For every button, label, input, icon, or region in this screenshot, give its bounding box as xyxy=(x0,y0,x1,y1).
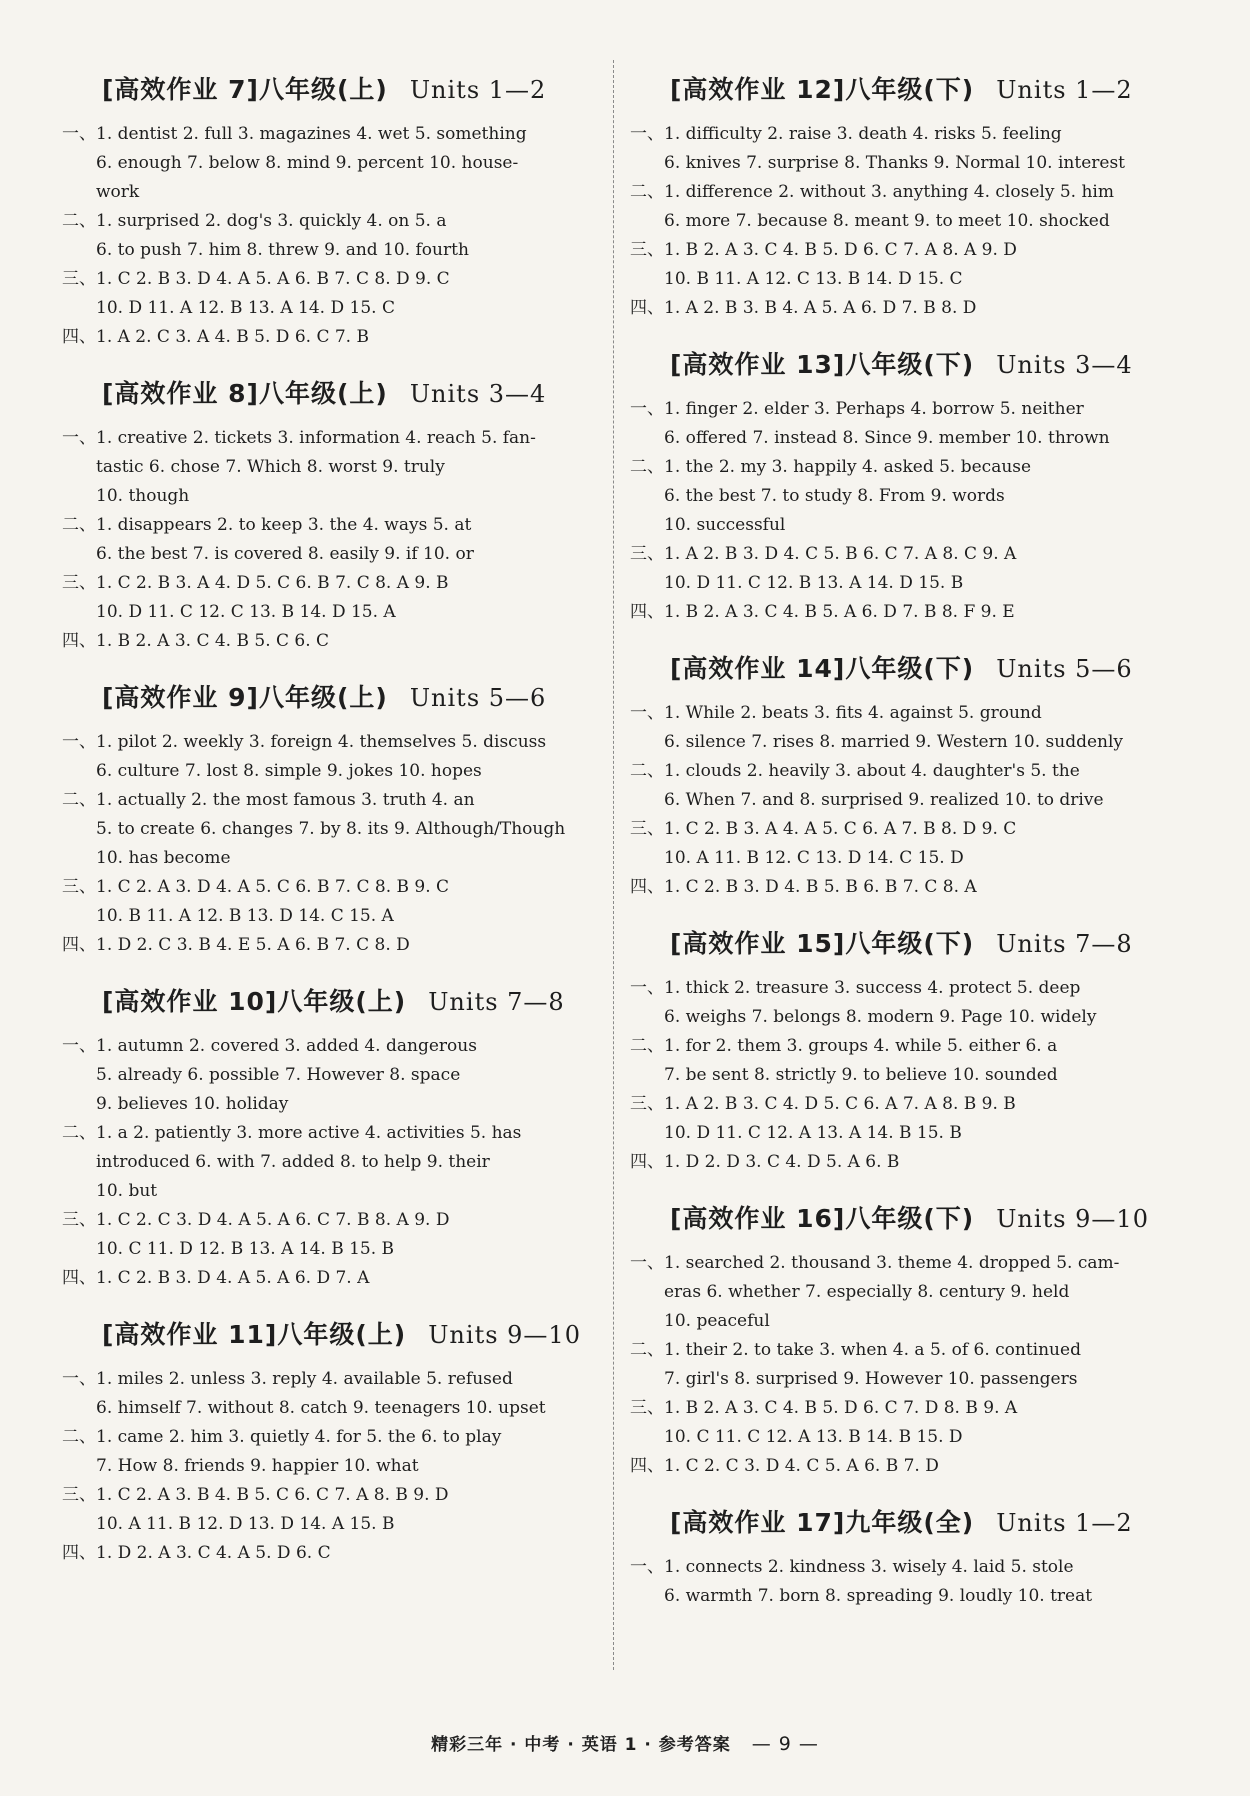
answer-text: 1. B 2. A 3. C 4. B 5. A 6. D 7. B 8. F 9. E xyxy=(664,602,1015,622)
answer-text: 1. B 2. A 3. C 4. B 5. D 6. C 7. A 8. A 9. D xyxy=(664,240,1017,260)
answer-line xyxy=(62,815,602,844)
answer-text: 1. searched 2. thousand 3. theme 4. dropped 5. cam- xyxy=(664,1253,1120,1273)
answer-text: 6. himself 7. without 8. catch 9. teenagers 10. upset xyxy=(96,1398,546,1418)
answer-line xyxy=(62,1148,602,1177)
page-footer xyxy=(0,1730,1250,1755)
part-label: 四、 xyxy=(62,327,96,347)
answer-text: 1. actually 2. the most famous 3. truth 4. an xyxy=(96,790,475,810)
answer-line xyxy=(630,757,1170,786)
answer-text: 1. C 2. B 3. D 4. A 5. A 6. D 7. A xyxy=(96,1268,370,1288)
part-label: 三、 xyxy=(62,573,96,593)
answer-line xyxy=(630,569,1170,598)
part-label: 二、 xyxy=(62,515,96,535)
answer-text: 6. more 7. because 8. meant 9. to meet 10. shocked xyxy=(664,211,1110,231)
answer-line xyxy=(62,1090,602,1119)
answer-line xyxy=(630,844,1170,873)
answer-line xyxy=(630,728,1170,757)
answer-line xyxy=(62,207,602,236)
answer-text: 10. successful xyxy=(664,515,786,535)
part-label: 二、 xyxy=(62,211,96,231)
part-label: 一、 xyxy=(630,399,664,419)
part-label: 三、 xyxy=(630,1398,664,1418)
section-units: Units 3—4 xyxy=(996,351,1133,379)
section-units: Units 5—6 xyxy=(996,655,1133,683)
answer-text: introduced 6. with 7. added 8. to help 9. their xyxy=(96,1152,490,1172)
answer-line xyxy=(630,149,1170,178)
answer-text: 1. C 2. C 3. D 4. C 5. A 6. B 7. D xyxy=(664,1456,939,1476)
answer-text: 1. dentist 2. full 3. magazines 4. wet 5. something xyxy=(96,124,527,144)
answer-text: 6. silence 7. rises 8. married 9. Western 10. suddenly xyxy=(664,732,1124,752)
answer-line xyxy=(62,786,602,815)
section-title-text: [高效作业 16]八年级(下) xyxy=(670,1204,975,1233)
answer-text: 10. A 11. B 12. D 13. D 14. A 15. B xyxy=(96,1514,395,1534)
part-label: 三、 xyxy=(62,1210,96,1230)
answer-line xyxy=(630,1119,1170,1148)
answer-line xyxy=(630,1003,1170,1032)
section-units: Units 1—2 xyxy=(409,76,547,104)
part-label: 三、 xyxy=(630,1094,664,1114)
right-column xyxy=(630,70,1170,1633)
answer-line xyxy=(630,1582,1170,1611)
answer-line xyxy=(630,1307,1170,1336)
answer-line xyxy=(62,265,602,294)
answer-line xyxy=(62,844,602,873)
answer-line xyxy=(62,1235,602,1264)
answer-line xyxy=(630,540,1170,569)
answer-text: 10. A 11. B 12. C 13. D 14. C 15. D xyxy=(664,848,964,868)
part-label: 二、 xyxy=(62,1427,96,1447)
answer-text: 1. D 2. D 3. C 4. D 5. A 6. B xyxy=(664,1152,900,1172)
answer-text: 7. How 8. friends 9. happier 10. what xyxy=(96,1456,419,1476)
answer-text: 1. C 2. B 3. A 4. A 5. C 6. A 7. B 8. D 9. C xyxy=(664,819,1017,839)
part-label: 四、 xyxy=(62,1268,96,1288)
answer-line xyxy=(630,236,1170,265)
part-label: 三、 xyxy=(630,819,664,839)
answer-line xyxy=(630,598,1170,627)
answer-line xyxy=(62,236,602,265)
answer-text: 5. to create 6. changes 7. by 8. its 9. Although/Though xyxy=(96,819,566,839)
answer-line xyxy=(630,1061,1170,1090)
answer-text: 1. C 2. A 3. B 4. B 5. C 6. C 7. A 8. B 9. D xyxy=(96,1485,449,1505)
answer-line xyxy=(630,453,1170,482)
answer-section xyxy=(630,1503,1170,1611)
part-label: 二、 xyxy=(630,1036,664,1056)
answer-line xyxy=(630,815,1170,844)
answer-text: 1. B 2. A 3. C 4. B 5. D 6. C 7. D 8. B 9. A xyxy=(664,1398,1018,1418)
answer-line xyxy=(630,207,1170,236)
answer-line xyxy=(62,1032,602,1061)
section-title-text: [高效作业 14]八年级(下) xyxy=(670,654,975,683)
part-label: 四、 xyxy=(62,631,96,651)
answer-line xyxy=(62,540,602,569)
answer-line xyxy=(62,627,602,656)
answer-text: 1. a 2. patiently 3. more active 4. activities 5. has xyxy=(96,1123,522,1143)
answer-text: 1. While 2. beats 3. fits 4. against 5. ground xyxy=(664,703,1042,723)
answer-text: 1. C 2. B 3. D 4. A 5. A 6. B 7. C 8. D 9. C xyxy=(96,269,450,289)
answer-line xyxy=(62,1119,602,1148)
answer-text: 9. believes 10. holiday xyxy=(96,1094,289,1114)
answer-text: 1. C 2. C 3. D 4. A 5. A 6. C 7. B 8. A 9. D xyxy=(96,1210,450,1230)
answer-text: 1. D 2. A 3. C 4. A 5. D 6. C xyxy=(96,1543,331,1563)
answer-line xyxy=(630,1394,1170,1423)
part-label: 二、 xyxy=(62,790,96,810)
answer-text: 1. A 2. C 3. A 4. B 5. D 6. C 7. B xyxy=(96,327,369,347)
section-title-text: [高效作业 17]九年级(全) xyxy=(670,1508,975,1537)
answer-line xyxy=(62,178,602,207)
answer-text: 6. warmth 7. born 8. spreading 9. loudly 10. treat xyxy=(664,1586,1093,1606)
section-units: Units 9—10 xyxy=(428,1321,581,1349)
section-units: Units 5—6 xyxy=(409,684,547,712)
answer-line xyxy=(62,424,602,453)
answer-text: 6. When 7. and 8. surprised 9. realized 10. to drive xyxy=(664,790,1104,810)
part-label: 一、 xyxy=(630,978,664,998)
part-label: 三、 xyxy=(62,269,96,289)
part-label: 四、 xyxy=(630,1152,664,1172)
answer-section xyxy=(630,924,1170,1177)
answer-text: 10. but xyxy=(96,1181,158,1201)
answer-line xyxy=(62,294,602,323)
answer-section xyxy=(62,678,602,960)
answer-section xyxy=(62,374,602,656)
answer-text: 1. difference 2. without 3. anything 4. closely 5. him xyxy=(664,182,1114,202)
answer-line xyxy=(62,1061,602,1090)
answer-text: 10. D 11. C 12. B 13. A 14. D 15. B xyxy=(664,573,964,593)
answer-text: 6. culture 7. lost 8. simple 9. jokes 10. hopes xyxy=(96,761,482,781)
answer-text: 1. C 2. A 3. D 4. A 5. C 6. B 7. C 8. B 9. C xyxy=(96,877,450,897)
answer-text: 1. C 2. B 3. A 4. D 5. C 6. B 7. C 8. A 9. B xyxy=(96,573,449,593)
section-units: Units 3—4 xyxy=(409,380,547,408)
part-label: 一、 xyxy=(62,1036,96,1056)
answer-line xyxy=(62,931,602,960)
answer-text: 10. D 11. A 12. B 13. A 14. D 15. C xyxy=(96,298,395,318)
answer-text: 10. C 11. D 12. B 13. A 14. B 15. B xyxy=(96,1239,395,1259)
answer-text: 6. offered 7. instead 8. Since 9. member 10. thrown xyxy=(664,428,1110,448)
part-label: 四、 xyxy=(62,935,96,955)
answer-text: 10. peaceful xyxy=(664,1311,770,1331)
answer-text: 1. their 2. to take 3. when 4. a 5. of 6. continued xyxy=(664,1340,1081,1360)
answer-line xyxy=(62,728,602,757)
section-units: Units 1—2 xyxy=(996,1509,1133,1537)
footer-text: 精彩三年 · 中考 · 英语 1 · 参考答案 xyxy=(431,1735,731,1755)
answer-text: 7. girl's 8. surprised 9. However 10. passengers xyxy=(664,1369,1078,1389)
section-title xyxy=(62,1315,602,1351)
answer-text: 10. B 11. A 12. C 13. B 14. D 15. C xyxy=(664,269,963,289)
answer-text: 10. D 11. C 12. A 13. A 14. B 15. B xyxy=(664,1123,962,1143)
answer-line xyxy=(630,1090,1170,1119)
answer-text: 1. clouds 2. heavily 3. about 4. daughter's 5. the xyxy=(664,761,1080,781)
section-title xyxy=(62,374,602,410)
answer-text: 1. D 2. C 3. B 4. E 5. A 6. B 7. C 8. D xyxy=(96,935,410,955)
part-label: 二、 xyxy=(630,761,664,781)
answer-line xyxy=(62,1452,602,1481)
answer-text: 1. the 2. my 3. happily 4. asked 5. because xyxy=(664,457,1032,477)
answer-line xyxy=(62,149,602,178)
part-label: 四、 xyxy=(630,877,664,897)
answer-text: 10. B 11. A 12. B 13. D 14. C 15. A xyxy=(96,906,394,926)
part-label: 一、 xyxy=(62,428,96,448)
section-title xyxy=(630,924,1170,960)
left-column xyxy=(62,70,602,1590)
column-divider xyxy=(613,60,614,1670)
answer-line xyxy=(62,323,602,352)
section-title-text: [高效作业 7]八年级(上) xyxy=(102,75,388,104)
answer-text: 1. thick 2. treasure 3. success 4. protect 5. deep xyxy=(664,978,1081,998)
part-label: 二、 xyxy=(630,457,664,477)
part-label: 四、 xyxy=(630,602,664,622)
answer-text: 6. weighs 7. belongs 8. modern 9. Page 10. widely xyxy=(664,1007,1097,1027)
section-title-text: [高效作业 12]八年级(下) xyxy=(670,75,975,104)
section-title xyxy=(630,1199,1170,1235)
answer-line xyxy=(62,873,602,902)
answer-section xyxy=(62,1315,602,1568)
answer-text: 1. creative 2. tickets 3. information 4. reach 5. fan- xyxy=(96,428,536,448)
answer-text: 1. difficulty 2. raise 3. death 4. risks 5. feeling xyxy=(664,124,1062,144)
answer-line xyxy=(630,265,1170,294)
answer-text: 6. knives 7. surprise 8. Thanks 9. Normal 10. interest xyxy=(664,153,1126,173)
part-label: 四、 xyxy=(62,1543,96,1563)
answer-line xyxy=(630,873,1170,902)
answer-line xyxy=(630,120,1170,149)
answer-text: eras 6. whether 7. especially 8. century 9. held xyxy=(664,1282,1070,1302)
section-title xyxy=(630,345,1170,381)
part-label: 一、 xyxy=(630,703,664,723)
answer-text: 6. to push 7. him 8. threw 9. and 10. fourth xyxy=(96,240,469,260)
answer-text: 6. the best 7. to study 8. From 9. words xyxy=(664,486,1005,506)
part-label: 四、 xyxy=(630,298,664,318)
answer-line xyxy=(62,569,602,598)
answer-section xyxy=(630,70,1170,323)
answer-line xyxy=(630,1278,1170,1307)
answer-text: 1. A 2. B 3. D 4. C 5. B 6. C 7. A 8. C 9. A xyxy=(664,544,1017,564)
answer-section xyxy=(630,345,1170,627)
answer-line xyxy=(630,1032,1170,1061)
answer-line xyxy=(62,1206,602,1235)
section-title xyxy=(62,982,602,1018)
answer-line xyxy=(62,1264,602,1293)
section-title xyxy=(630,649,1170,685)
part-label: 一、 xyxy=(62,1369,96,1389)
answer-text: 6. enough 7. below 8. mind 9. percent 10. house- xyxy=(96,153,519,173)
part-label: 三、 xyxy=(62,877,96,897)
answer-line xyxy=(62,1177,602,1206)
answer-line xyxy=(62,453,602,482)
answer-line xyxy=(630,1452,1170,1481)
answer-line xyxy=(630,974,1170,1003)
answer-text: 1. C 2. B 3. D 4. B 5. B 6. B 7. C 8. A xyxy=(664,877,977,897)
answer-text: 1. came 2. him 3. quietly 4. for 5. the 6. to play xyxy=(96,1427,502,1447)
section-title xyxy=(62,70,602,106)
section-units: Units 7—8 xyxy=(428,988,565,1016)
answer-line xyxy=(62,598,602,627)
section-title xyxy=(630,1503,1170,1539)
answer-text: 1. A 2. B 3. B 4. A 5. A 6. D 7. B 8. D xyxy=(664,298,977,318)
answer-line xyxy=(630,482,1170,511)
section-units: Units 9—10 xyxy=(996,1205,1149,1233)
part-label: 一、 xyxy=(62,124,96,144)
answer-line xyxy=(630,1423,1170,1452)
answer-text: 10. C 11. C 12. A 13. B 14. B 15. D xyxy=(664,1427,963,1447)
answer-section xyxy=(62,70,602,352)
part-label: 三、 xyxy=(630,240,664,260)
answer-text: 6. the best 7. is covered 8. easily 9. if 10. or xyxy=(96,544,474,564)
part-label: 一、 xyxy=(62,732,96,752)
answer-text: 7. be sent 8. strictly 9. to believe 10. sounded xyxy=(664,1065,1058,1085)
section-title-text: [高效作业 10]八年级(上) xyxy=(102,987,407,1016)
part-label: 三、 xyxy=(62,1485,96,1505)
answer-text: 10. has become xyxy=(96,848,231,868)
section-title-text: [高效作业 11]八年级(上) xyxy=(102,1320,407,1349)
answer-line xyxy=(62,511,602,540)
answer-text: 5. already 6. possible 7. However 8. space xyxy=(96,1065,461,1085)
answer-section xyxy=(630,649,1170,902)
answer-line xyxy=(630,1365,1170,1394)
answer-line xyxy=(62,902,602,931)
answer-text: 1. finger 2. elder 3. Perhaps 4. borrow 5. neither xyxy=(664,399,1084,419)
part-label: 三、 xyxy=(630,544,664,564)
answer-line xyxy=(62,757,602,786)
section-title-text: [高效作业 8]八年级(上) xyxy=(102,379,388,408)
part-label: 二、 xyxy=(62,1123,96,1143)
answer-text: 10. D 11. C 12. C 13. B 14. D 15. A xyxy=(96,602,396,622)
answer-text: work xyxy=(96,182,140,202)
section-title xyxy=(630,70,1170,106)
answer-line xyxy=(630,395,1170,424)
answer-section xyxy=(630,1199,1170,1481)
answer-line xyxy=(62,120,602,149)
answer-line xyxy=(62,1539,602,1568)
answer-text: 1. B 2. A 3. C 4. B 5. C 6. C xyxy=(96,631,330,651)
answer-text: tastic 6. chose 7. Which 8. worst 9. truly xyxy=(96,457,445,477)
answer-text: 1. surprised 2. dog's 3. quickly 4. on 5. a xyxy=(96,211,447,231)
answer-line xyxy=(630,511,1170,540)
answer-line xyxy=(62,1423,602,1452)
answer-text: 1. pilot 2. weekly 3. foreign 4. themselves 5. discuss xyxy=(96,732,547,752)
section-units: Units 1—2 xyxy=(996,76,1133,104)
answer-text: 1. for 2. them 3. groups 4. while 5. either 6. a xyxy=(664,1036,1058,1056)
answer-text: 1. disappears 2. to keep 3. the 4. ways 5. at xyxy=(96,515,472,535)
page-number: — 9 — xyxy=(751,1733,819,1755)
section-title-text: [高效作业 9]八年级(上) xyxy=(102,683,388,712)
answer-section xyxy=(62,982,602,1293)
answer-line xyxy=(630,1249,1170,1278)
answer-line xyxy=(62,1394,602,1423)
section-title-text: [高效作业 15]八年级(下) xyxy=(670,929,975,958)
answer-line xyxy=(630,1553,1170,1582)
answer-line xyxy=(630,786,1170,815)
part-label: 一、 xyxy=(630,1253,664,1273)
answer-text: 1. A 2. B 3. C 4. D 5. C 6. A 7. A 8. B 9. B xyxy=(664,1094,1016,1114)
answer-text: 1. autumn 2. covered 3. added 4. dangerous xyxy=(96,1036,477,1056)
answer-line xyxy=(630,424,1170,453)
answer-text: 1. miles 2. unless 3. reply 4. available 5. refused xyxy=(96,1369,513,1389)
answer-line xyxy=(630,1148,1170,1177)
part-label: 二、 xyxy=(630,1340,664,1360)
part-label: 四、 xyxy=(630,1456,664,1476)
part-label: 二、 xyxy=(630,182,664,202)
answer-line xyxy=(62,1481,602,1510)
answer-line xyxy=(62,482,602,511)
answer-line xyxy=(630,294,1170,323)
section-units: Units 7—8 xyxy=(996,930,1133,958)
answer-text: 10. though xyxy=(96,486,190,506)
answer-line xyxy=(62,1510,602,1539)
part-label: 一、 xyxy=(630,1557,664,1577)
answer-line xyxy=(62,1365,602,1394)
answer-text: 1. connects 2. kindness 3. wisely 4. laid 5. stole xyxy=(664,1557,1074,1577)
answer-line xyxy=(630,699,1170,728)
answer-line xyxy=(630,178,1170,207)
answer-line xyxy=(630,1336,1170,1365)
section-title-text: [高效作业 13]八年级(下) xyxy=(670,350,975,379)
part-label: 一、 xyxy=(630,124,664,144)
section-title xyxy=(62,678,602,714)
